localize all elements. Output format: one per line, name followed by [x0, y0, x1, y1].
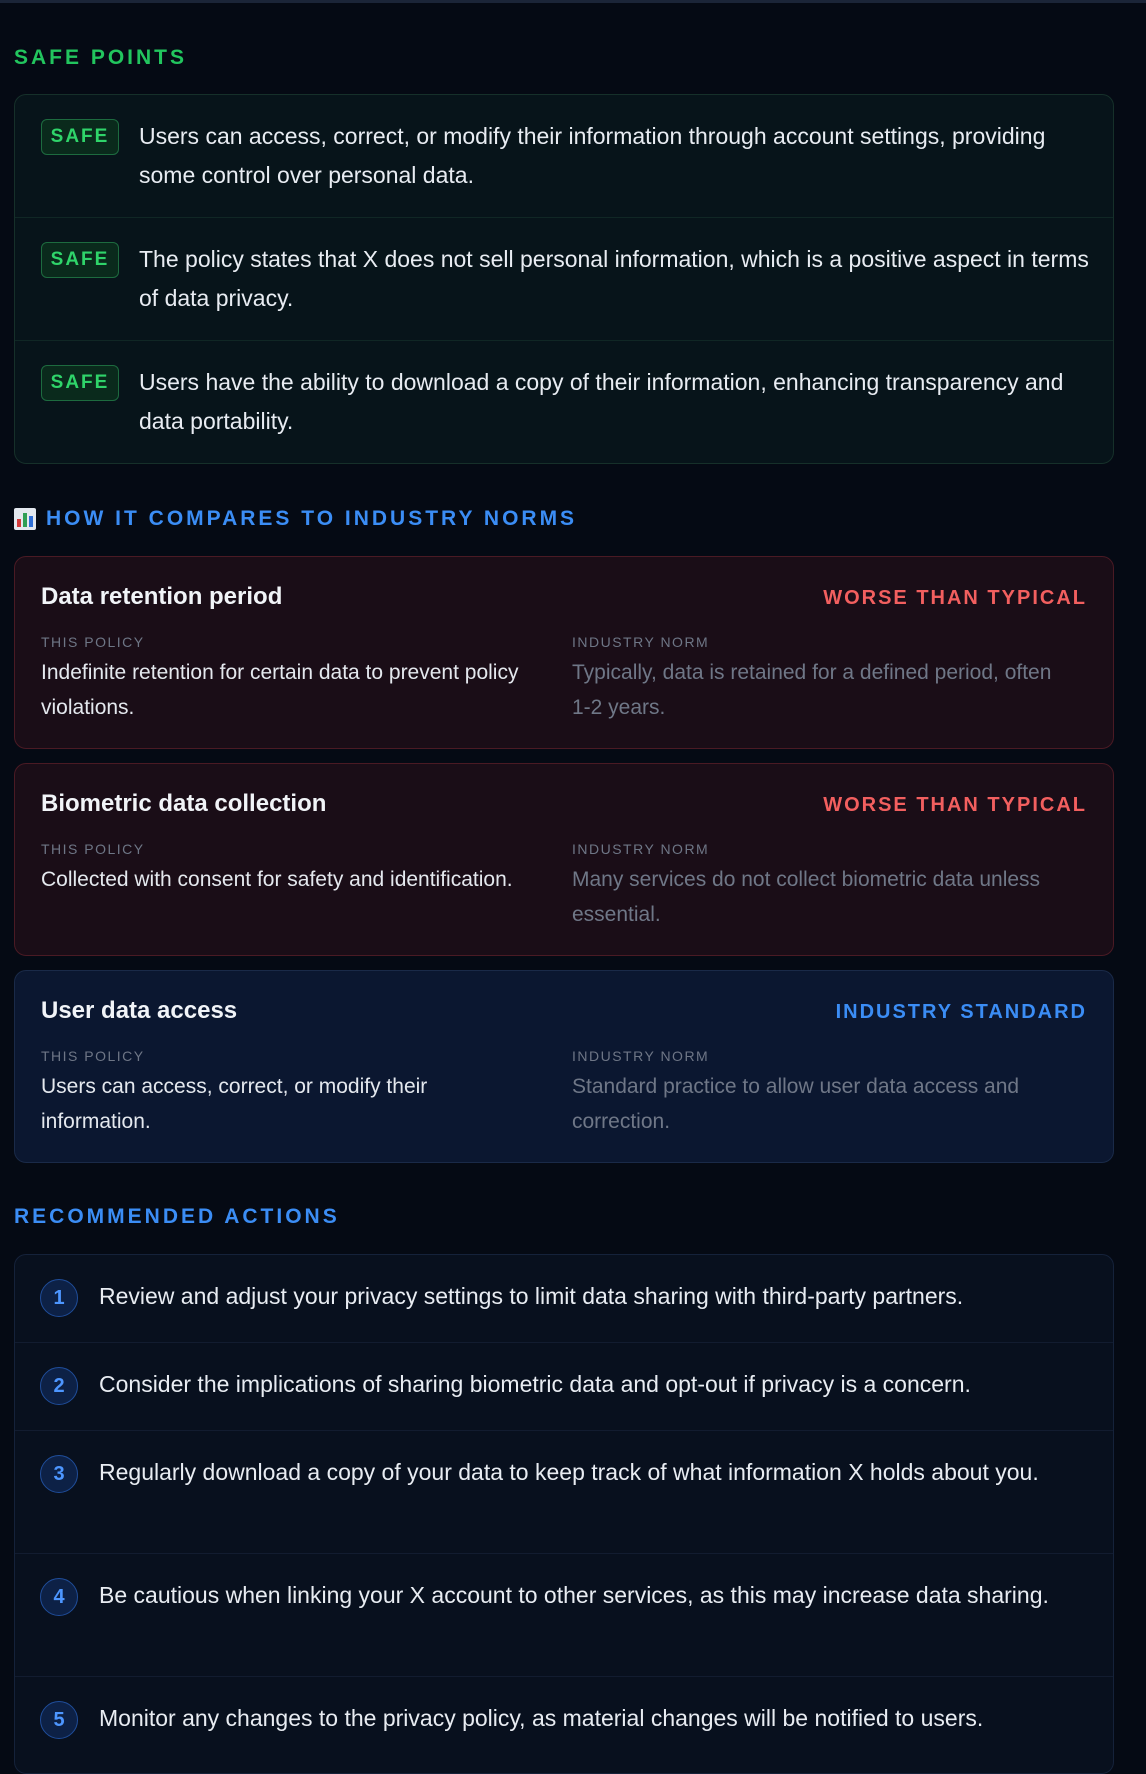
action-text: Review and adjust your privacy settings to limit data sharing with third-party partners. — [99, 1283, 964, 1309]
safe-point-text: Users can access, correct, or modify their information through account settings, providing some control over personal data. — [139, 123, 1046, 188]
action-item — [15, 1343, 1113, 1431]
action-item — [15, 1677, 1113, 1774]
comparison-title: Data retention period — [41, 583, 283, 610]
comparison-card — [14, 556, 1114, 749]
safe-badge: SAFE — [41, 365, 119, 401]
step-number: 4 — [40, 1578, 78, 1616]
bar-chart-icon — [14, 508, 36, 530]
this-policy-label: THIS POLICY — [41, 841, 145, 857]
action-text: Be cautious when linking your X account to other services, as this may increase data sharing. — [99, 1582, 1049, 1608]
recommended-actions-heading: RECOMMENDED ACTIONS — [14, 1205, 340, 1228]
action-text: Monitor any changes to the privacy policy, as material changes will be notified to users. — [99, 1705, 984, 1731]
this-policy-label: THIS POLICY — [41, 1048, 145, 1064]
safe-point-item — [15, 341, 1113, 464]
comparison-title: User data access — [41, 997, 238, 1024]
industry-norm-label: INDUSTRY NORM — [572, 841, 710, 857]
safe-point-text: Users have the ability to download a copy of their information, enhancing transparency and data portability. — [139, 369, 1064, 434]
top-divider — [0, 0, 1146, 3]
comparison-title: Biometric data collection — [41, 790, 327, 817]
action-text: Consider the implications of sharing biometric data and opt-out if privacy is a concern. — [99, 1371, 971, 1397]
step-number: 2 — [40, 1367, 78, 1405]
this-policy-label: THIS POLICY — [41, 634, 145, 650]
industry-norm-value: Many services do not collect biometric data unless essential. — [572, 868, 1041, 926]
comparison-heading — [14, 507, 577, 531]
verdict-badge: WORSE THAN TYPICAL — [823, 794, 1087, 816]
this-policy-value: Collected with consent for safety and identification. — [41, 868, 513, 891]
industry-norm-label: INDUSTRY NORM — [572, 634, 710, 650]
safe-points-list — [14, 94, 1114, 464]
comparison-card — [14, 763, 1114, 956]
safe-badge: SAFE — [41, 119, 119, 155]
action-item — [15, 1431, 1113, 1554]
verdict-badge: WORSE THAN TYPICAL — [823, 587, 1087, 609]
recommended-actions-list — [14, 1254, 1114, 1774]
verdict-badge: INDUSTRY STANDARD — [835, 1001, 1087, 1023]
comparison-card — [14, 970, 1114, 1163]
industry-norm-value: Standard practice to allow user data access and correction. — [572, 1075, 1020, 1133]
safe-point-item — [15, 95, 1113, 218]
safe-point-text: The policy states that X does not sell personal information, which is a positive aspect in terms of data privacy. — [139, 246, 1089, 311]
comparison-heading-text: HOW IT COMPARES TO INDUSTRY NORMS — [46, 507, 578, 530]
step-number: 1 — [40, 1279, 78, 1317]
safe-points-heading: SAFE POINTS — [14, 46, 188, 69]
this-policy-value: Indefinite retention for certain data to prevent policy violations. — [41, 661, 519, 719]
this-policy-value: Users can access, correct, or modify their information. — [41, 1075, 428, 1133]
safe-badge: SAFE — [41, 242, 119, 278]
action-item — [15, 1554, 1113, 1677]
safe-point-item — [15, 218, 1113, 341]
step-number: 3 — [40, 1455, 78, 1493]
industry-norm-value: Typically, data is retained for a defined period, often 1-2 years. — [572, 661, 1052, 719]
action-text: Regularly download a copy of your data to keep track of what information X holds about you. — [99, 1459, 1039, 1485]
action-item — [15, 1255, 1113, 1343]
industry-norm-label: INDUSTRY NORM — [572, 1048, 710, 1064]
step-number: 5 — [40, 1701, 78, 1739]
